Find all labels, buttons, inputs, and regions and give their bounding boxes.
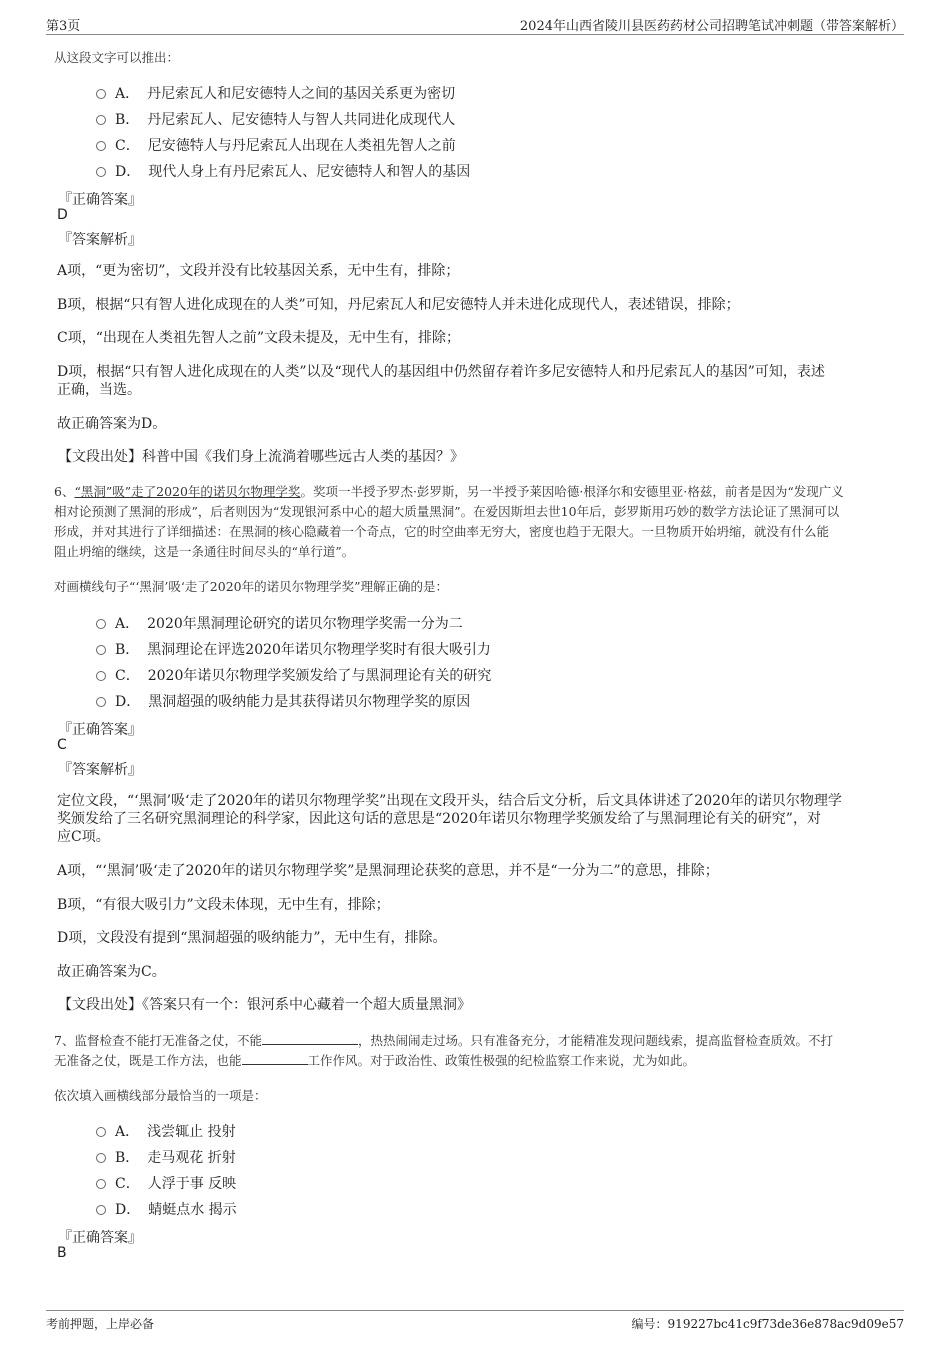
- q6-passage-line3: 形成，并对其进行了详细描述：在黑洞的核心隐藏着一个奇点，它的时空曲率无穷大，密度也趋于无限大。一旦物质开始坍缩，就没有什么能: [54, 524, 830, 539]
- q7-option-b[interactable]: B． 走马观花 折射: [96, 1147, 236, 1167]
- q6-passage-line1: 。奖项一半授予罗杰·彭罗斯，另一半授予莱因哈德·根泽尔和安德里亚·格兹，前者是因为“发现广义: [300, 484, 844, 499]
- page-footer: [46, 1310, 904, 1331]
- page-number: 第3页: [46, 19, 81, 34]
- q7-blank-2: [242, 1052, 308, 1065]
- radio-icon[interactable]: [96, 619, 106, 629]
- q6-passage: [54, 482, 902, 562]
- q5-conclusion: 故正确答案为D。: [57, 416, 167, 432]
- q5-prompt: 从这段文字可以推出：: [54, 50, 180, 65]
- q7-option-a[interactable]: A． 浅尝辄止 投射: [96, 1121, 236, 1141]
- q5-analysis-c: C项，“出现在人类祖先智人之前”文段未提及，无中生有，排除；: [57, 330, 461, 346]
- radio-icon[interactable]: [96, 1153, 106, 1163]
- q6-analysis-b: B项，“有很大吸引力”文段未体现，无中生有，排除；: [57, 897, 390, 913]
- q5-analysis-d: D项，根据“只有智人进化成现在的人类”以及“现代人的基因组中仍然留存着许多尼安德特人和丹尼索瓦人的基因”可知，表述: [57, 364, 825, 380]
- q5-analysis-d-cont: 正确，当选。: [57, 382, 141, 398]
- q6-source: 【文段出处】《答案只有一个：银河系中心藏着一个超大质量黑洞》: [58, 997, 471, 1013]
- q6-option-c[interactable]: C． 2020年诺贝尔物理学奖颁发给了与黑洞理论有关的研究: [96, 665, 491, 685]
- q5-option-a[interactable]: A． 丹尼索瓦人和尼安德特人之间的基因关系更为密切: [96, 83, 455, 103]
- radio-icon[interactable]: [96, 115, 106, 125]
- document-title: 2024年山西省陵川县医药药材公司招聘笔试冲刺题（带答案解析）: [519, 19, 904, 34]
- document-id: 编号：919227bc41c9f73de36e878ac9d09e57: [631, 1317, 904, 1331]
- radio-icon[interactable]: [96, 1179, 106, 1189]
- q6-analysis-label: 『答案解析』: [58, 762, 142, 778]
- radio-icon[interactable]: [96, 671, 106, 681]
- q7-answer: B: [57, 1245, 67, 1261]
- q6-analysis-text: 定位文段，“‘黑洞’吸‘走了2020年的诺贝尔物理学奖”出现在文段开头，结合后文分析，后文具体讲述了2020年的诺贝尔物理学 奖颁发给了三名研究黑洞理论的科学家，因此这句话的意思是“2020年诺贝尔物理学奖颁发给了与黑洞理论有关的研究”，对 应C项。: [57, 793, 842, 845]
- q6-option-d[interactable]: D． 黑洞超强的吸纳能力是其获得诺贝尔物理学奖的原因: [96, 691, 470, 711]
- radio-icon[interactable]: [96, 1127, 106, 1137]
- q5-option-b[interactable]: B． 丹尼索瓦人、尼安德特人与智人共同进化成现代人: [96, 109, 455, 129]
- q6-conclusion: 故正确答案为C。: [57, 964, 166, 980]
- radio-icon[interactable]: [96, 645, 106, 655]
- q6-option-a[interactable]: A． 2020年黑洞理论研究的诺贝尔物理学奖需一分为二: [96, 613, 463, 633]
- q6-option-b[interactable]: B． 黑洞理论在评选2020年诺贝尔物理学奖时有很大吸引力: [96, 639, 491, 659]
- radio-icon[interactable]: [96, 167, 106, 177]
- q6-answer: C: [57, 737, 67, 753]
- q5-option-c[interactable]: C． 尼安德特人与丹尼索瓦人出现在人类祖先智人之前: [96, 135, 456, 155]
- footer-slogan: 考前押题，上岸必备: [46, 1317, 155, 1331]
- q5-analysis-label: 『答案解析』: [58, 232, 142, 248]
- q5-analysis-b: B项，根据“只有智人进化成现在的人类”可知，丹尼索瓦人和尼安德特人并未进化成现代人，表述错误，排除；: [57, 297, 740, 313]
- q5-source: 【文段出处】科普中国《我们身上流淌着哪些远古人类的基因？》: [58, 449, 464, 465]
- q5-analysis-a: A项，“更为密切”，文段并没有比较基因关系，无中生有，排除；: [57, 263, 460, 279]
- q6-answer-label: 『正确答案』: [58, 722, 142, 738]
- q5-answer-label: 『正确答案』: [58, 192, 142, 208]
- q6-analysis-d: D项，文段没有提到“黑洞超强的吸纳能力”，无中生有，排除。: [57, 930, 447, 946]
- q5-option-d[interactable]: D． 现代人身上有丹尼索瓦人、尼安德特人和智人的基因: [96, 161, 470, 181]
- radio-icon[interactable]: [96, 141, 106, 151]
- q6-number: 6、: [54, 484, 75, 499]
- q6-prompt: 对画横线句子“‘黑洞’吸‘走了2020年的诺贝尔物理学奖”理解正确的是：: [54, 579, 449, 594]
- q5-answer: D: [57, 207, 68, 223]
- q7-answer-label: 『正确答案』: [58, 1230, 142, 1246]
- q6-analysis-a: A项，“‘黑洞’吸‘走了2020年的诺贝尔物理学奖”是黑洞理论获奖的意思，并不是“一分为二”的意思，排除；: [57, 863, 719, 879]
- radio-icon[interactable]: [96, 89, 106, 99]
- page-header: [46, 12, 904, 35]
- q7-option-d[interactable]: D． 蜻蜓点水 揭示: [96, 1199, 237, 1219]
- radio-icon[interactable]: [96, 697, 106, 707]
- q6-passage-line2: 相对论预测了黑洞的形成”，后者则因为“发现银河系中心的超大质量黑洞”。在爱因斯坦去世10年后，彭罗斯用巧妙的数学方法论证了黑洞可以: [54, 504, 840, 519]
- radio-icon[interactable]: [96, 1205, 106, 1215]
- q7-blank-1: [262, 1032, 358, 1045]
- q7-prompt: 依次填入画横线部分最恰当的一项是：: [54, 1088, 267, 1103]
- q7-number: 7、: [54, 1033, 75, 1048]
- q7-passage: 7、监督检查不能打无准备之仗，不能 ，热热闹闹走过场。只有准备充分，才能精准发现问题线索，提高监督检查质效。不打 无准备之仗，既是工作方法，也能 工作作风。对于政治性、政策性极强的纪检监察工作来说，尤为如此。: [54, 1033, 833, 1068]
- q7-option-c[interactable]: C． 人浮于事 反映: [96, 1173, 236, 1193]
- q6-underlined-sentence: “黑洞”吸”走了2020年的诺贝尔物理学奖: [74, 484, 301, 499]
- q6-passage-line4: 阻止坍缩的继续，这是一条通往时间尽头的“单行道”。: [54, 544, 355, 559]
